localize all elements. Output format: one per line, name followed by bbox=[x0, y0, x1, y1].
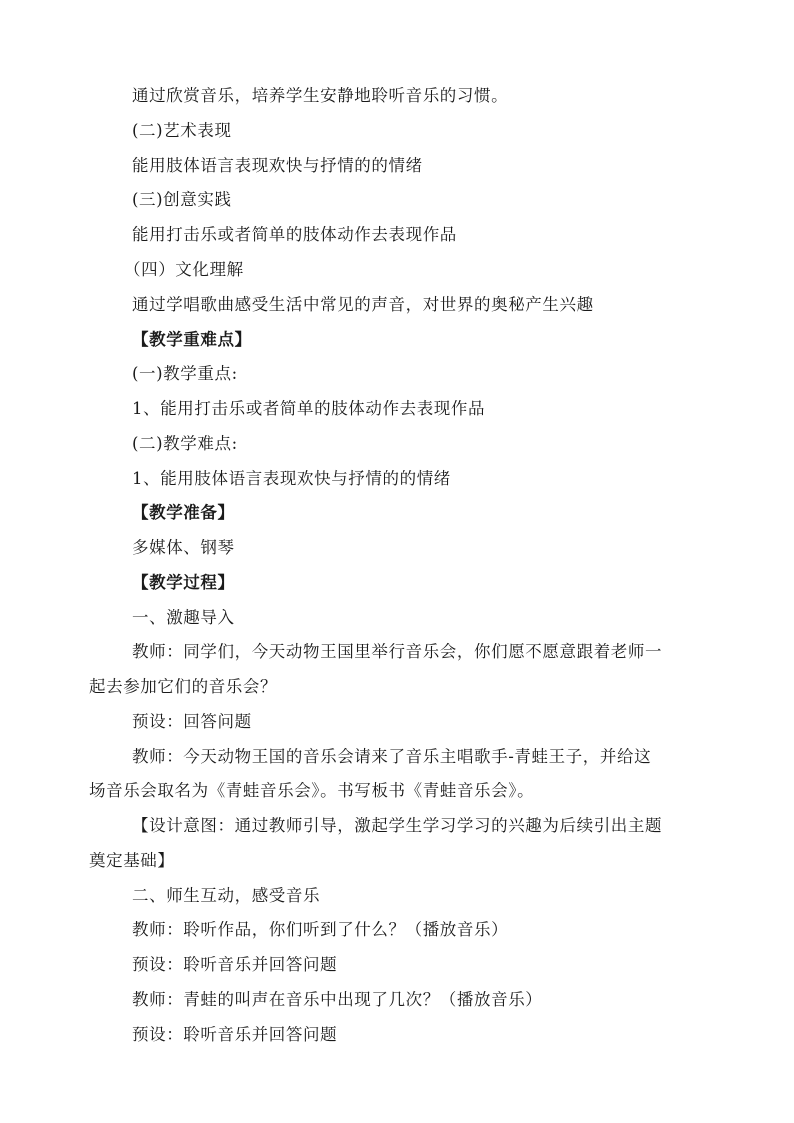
design-intent-note: 奠定基础】 bbox=[89, 851, 175, 870]
paragraph-line: 预设：回答问题 bbox=[132, 712, 252, 731]
section-heading: 一、激趣导入 bbox=[132, 608, 235, 627]
paragraph-line: 通过欣赏音乐，培养学生安静地聆听音乐的习惯。 bbox=[132, 86, 509, 105]
section-heading: （四）文化理解 bbox=[124, 260, 244, 279]
paragraph-line: 教师：今天动物王国的音乐会请来了音乐主唱歌手-青蛙王子，并给这 bbox=[132, 747, 652, 766]
paragraph-line: 能用打击乐或者简单的肢体动作去表现作品 bbox=[132, 225, 457, 244]
paragraph-line: 教师：青蛙的叫声在音乐中出现了几次？（播放音乐） bbox=[132, 990, 543, 1009]
bold-section-title: 【教学重难点】 bbox=[132, 330, 252, 349]
paragraph-line: 教师：聆听作品，你们听到了什么？（播放音乐） bbox=[132, 920, 509, 939]
section-heading: (三)创意实践 bbox=[132, 190, 232, 209]
paragraph-line: 预设：聆听音乐并回答问题 bbox=[132, 955, 338, 974]
bold-section-title: 【教学准备】 bbox=[132, 503, 235, 522]
list-item: 1、能用肢体语言表现欢快与抒情的的情绪 bbox=[132, 469, 451, 488]
list-item: 1、能用打击乐或者简单的肢体动作去表现作品 bbox=[132, 399, 486, 418]
bold-section-title: 【教学过程】 bbox=[132, 573, 235, 592]
paragraph-line: 通过学唱歌曲感受生活中常见的声音，对世界的奥秘产生兴趣 bbox=[132, 295, 594, 314]
paragraph-line: 教师：同学们，今天动物王国里举行音乐会，你们愿不愿意跟着老师一 bbox=[132, 642, 663, 661]
section-heading: (二)艺术表现 bbox=[132, 121, 232, 140]
paragraph-line: 能用肢体语言表现欢快与抒情的的情绪 bbox=[132, 156, 423, 175]
paragraph-line: 场音乐会取名为《青蛙音乐会》。书写板书《青蛙音乐会》。 bbox=[89, 781, 535, 800]
paragraph-line: 起去参加它们的音乐会？ bbox=[89, 677, 278, 696]
paragraph-line: 多媒体、钢琴 bbox=[132, 538, 235, 557]
section-heading: 二、师生互动，感受音乐 bbox=[132, 886, 321, 905]
subsection-heading: (一)教学重点: bbox=[132, 364, 238, 383]
subsection-heading: (二)教学难点: bbox=[132, 434, 238, 453]
paragraph-line: 预设：聆听音乐并回答问题 bbox=[132, 1025, 338, 1044]
design-intent-note: 【设计意图：通过教师引导，激起学生学习学习的兴趣为后续引出主题 bbox=[132, 816, 663, 835]
